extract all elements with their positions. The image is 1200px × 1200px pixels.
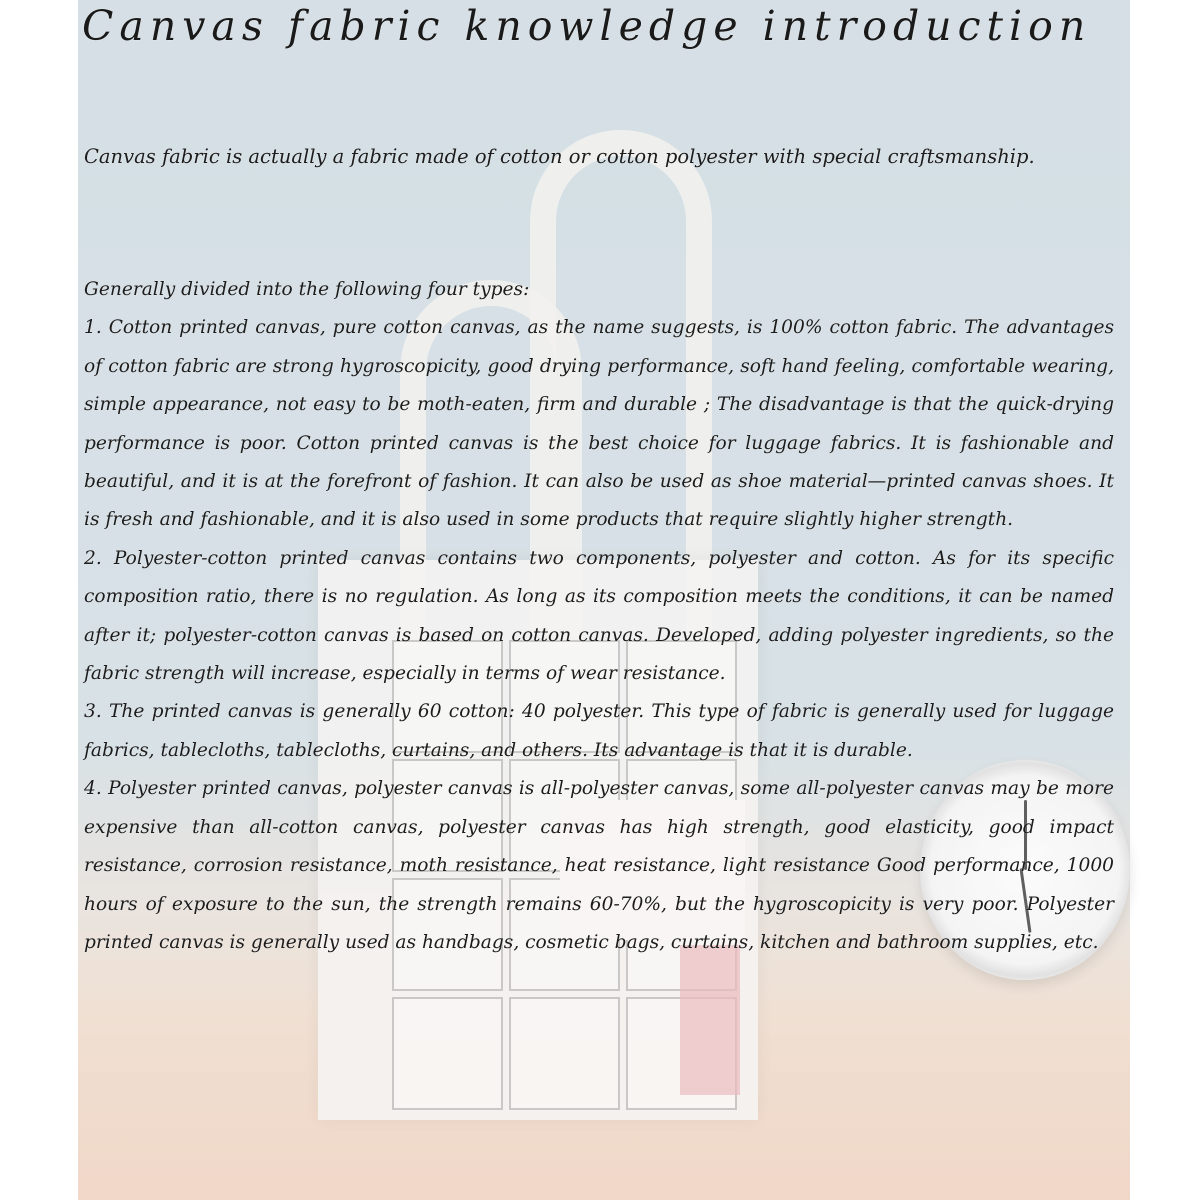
page-title: Canvas fabric knowledge introduction xyxy=(82,2,1092,50)
fabric-type-item: 4. Polyester printed canvas, polyester canvas is all-polyester canvas, some all-polyester canvas may be more expensive than all-cotton canvas, polyester canvas has high strength, good elasticity, good impact resistance, corrosion resistance, moth resistance, heat resistance, light resistance Good performance, 1000 hours of exposure to the sun, the strength remains 60-70%, but the hygroscopicity is very poor. Polyester printed canvas is generally used as handbags, cosmetic bags, curtains, kitchen and bathroom supplies, etc. xyxy=(84,778,1114,953)
fabric-type-item: 1. Cotton printed canvas, pure cotton canvas, as the name suggests, is 100% cotton fabric. The advantages of cotton fabric are strong hygroscopicity, good drying performance, soft hand feeling, comfortable wearing, simple appearance, not easy to be moth-eaten, firm and durable ; The disadvantage is that the quick-drying performance is poor. Cotton printed canvas is the best choice for luggage fabrics. It is fashionable and beautiful, and it is at the forefront of fashion. It can also be used as shoe material—printed canvas shoes. It is fresh and fashionable, and it is also used in some products that require slightly higher strength. xyxy=(84,317,1114,531)
types-heading: Generally divided into the following four types: xyxy=(84,279,530,300)
intro-paragraph: Canvas fabric is actually a fabric made of cotton or cotton polyester with special craftsmanship. xyxy=(84,145,1035,168)
fabric-type-item: 3. The printed canvas is generally 60 cotton: 40 polyester. This type of fabric is generally used for luggage fabrics, tablecloths, tablecloths, curtains, and others. Its advantage is that it is durable. xyxy=(84,701,1114,761)
fabric-types xyxy=(84,271,1114,962)
fabric-type-item: 2. Polyester-cotton printed canvas contains two components, polyester and cotton. As for its specific composition ratio, there is no regulation. As long as its composition meets the conditions, it can be named after it; polyester-cotton canvas is based on cotton canvas. Developed, adding polyester ingredients, so the fabric strength will increase, especially in terms of wear resistance. xyxy=(84,547,1114,685)
